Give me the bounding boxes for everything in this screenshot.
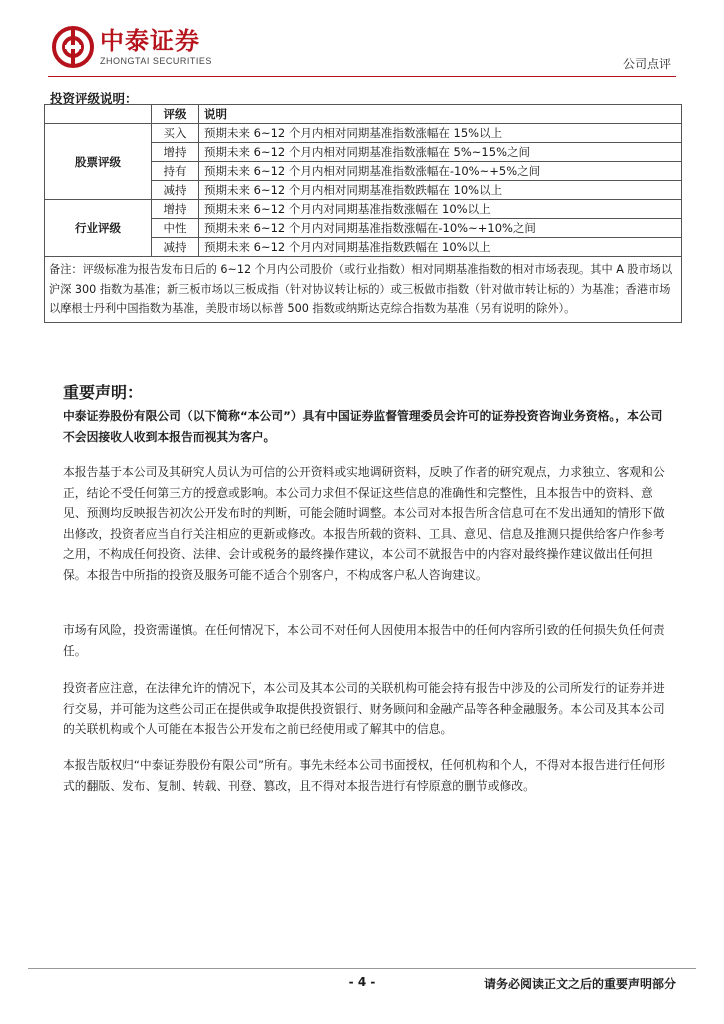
rating-level: 买入 — [152, 124, 199, 143]
page-number: - 4 - — [348, 975, 376, 989]
declaration-title: 重要声明： — [63, 383, 144, 402]
rating-note: 备注：评级标准为报告发布日后的 6~12 个月内公司股价（或行业指数）相对同期基准指数的相对市场表现。其中 A 股市场以沪深 300 指数为基准；新三板市场以三板成指（针对协议转让标的）或三板做市指数（针对做市转让标的）为基准；香港市场以摩根士丹利中国指数为基准，美股市场以标普 500 指数或纳斯达克综合指数为基准（另有说明的除外）。 — [45, 257, 682, 323]
rating-desc: 预期未来 6~12 个月内对同期基准指数涨幅在-10%~+10%之间 — [199, 219, 682, 238]
rating-desc: 预期未来 6~12 个月内相对同期基准指数涨幅在 15%以上 — [199, 124, 682, 143]
rating-section-label: 投资评级说明： — [50, 91, 138, 106]
declaration-intro: 中泰证券股份有限公司（以下简称“本公司”）具有中国证券监督管理委员会许可的证券投资咨询业务资格。，本公司不会因接收人收到本报告而视其为客户。 — [63, 409, 663, 444]
declaration-paragraph: 本报告基于本公司及其研究人员认为可信的公开资料或实地调研资料，反映了作者的研究观点，力求独立、客观和公正，结论不受任何第三方的授意或影响。本公司力求但不保证这些信息的准确性和完整性，且本报告中的资料、意见、预测均反映报告初次公开发布时的判断，可能会随时调整。本公司对本报告所含信息可在不发出通知的情形下做出修改，投资者应当自行关注相应的更新或修改。本报告所载的资料、工具、意见、信息及推测只提供给客户作参考之用，不构成任何投资、法律、会计或税务的最终操作建议，本公司不就报告中的内容对最终操作建议做出任何担保。本报告中所指的投资及服务可能不适合个别客户，不构成客户私人咨询建议。 — [63, 465, 665, 582]
rating-level: 减持 — [152, 238, 199, 257]
rating-desc: 预期未来 6~12 个月内相对同期基准指数涨幅在-10%~+5%之间 — [199, 162, 682, 181]
table-row — [45, 200, 682, 219]
declaration-paragraph: 本报告版权归“中泰证券股份有限公司”所有。事先未经本公司书面授权，任何机构和个人，不得对本报告进行任何形式的翻版、发布、复制、转载、刊登、篡改，且不得对本报告进行有悖原意的删节或修改。 — [63, 758, 666, 793]
zhongtai-logo-icon — [52, 26, 94, 68]
rating-desc: 预期未来 6~12 个月内对同期基准指数跌幅在 10%以上 — [199, 238, 682, 257]
footer-divider — [28, 968, 696, 969]
declaration-paragraph: 市场有风险，投资需谨慎。在任何情况下，本公司不对任何人因使用本报告中的任何内容所引致的任何损失负任何责任。 — [63, 623, 665, 658]
header-level-cell: 评级 — [152, 105, 199, 124]
rating-level: 增持 — [152, 143, 199, 162]
rating-level: 中性 — [152, 219, 199, 238]
rating-desc: 预期未来 6~12 个月内相对同期基准指数跌幅在 10%以上 — [199, 181, 682, 200]
stock-rating-label: 股票评级 — [45, 124, 152, 200]
logo-english-name: ZHONGTAI SECURITIES — [100, 56, 212, 66]
rating-level: 持有 — [152, 162, 199, 181]
rating-table-header-row — [45, 105, 682, 124]
rating-level: 减持 — [152, 181, 199, 200]
page-header — [0, 0, 724, 80]
rating-note-row — [45, 257, 682, 323]
report-type-label: 公司点评 — [622, 57, 671, 71]
table-row — [45, 124, 682, 143]
header-empty-cell — [45, 105, 152, 124]
declaration-paragraph: 投资者应注意，在法律允许的情况下，本公司及其本公司的关联机构可能会持有报告中涉及的公司所发行的证券并进行交易，并可能为这些公司正在提供或争取提供投资银行、财务顾问和金融产品等各种金融服务。本公司及其本公司的关联机构或个人可能在本报告公开发布之前已经使用或了解其中的信息。 — [63, 681, 665, 736]
company-logo — [52, 26, 212, 68]
header-desc-cell: 说明 — [199, 105, 682, 124]
rating-level: 增持 — [152, 200, 199, 219]
rating-table — [44, 104, 682, 323]
rating-desc: 预期未来 6~12 个月内对同期基准指数涨幅在 10%以上 — [199, 200, 682, 219]
logo-chinese-name: 中泰证券 — [100, 27, 200, 55]
industry-rating-label: 行业评级 — [45, 200, 152, 257]
rating-desc: 预期未来 6~12 个月内相对同期基准指数涨幅在 5%~15%之间 — [199, 143, 682, 162]
header-divider — [48, 76, 676, 77]
footer-note: 请务必阅读正文之后的重要声明部分 — [483, 977, 676, 991]
